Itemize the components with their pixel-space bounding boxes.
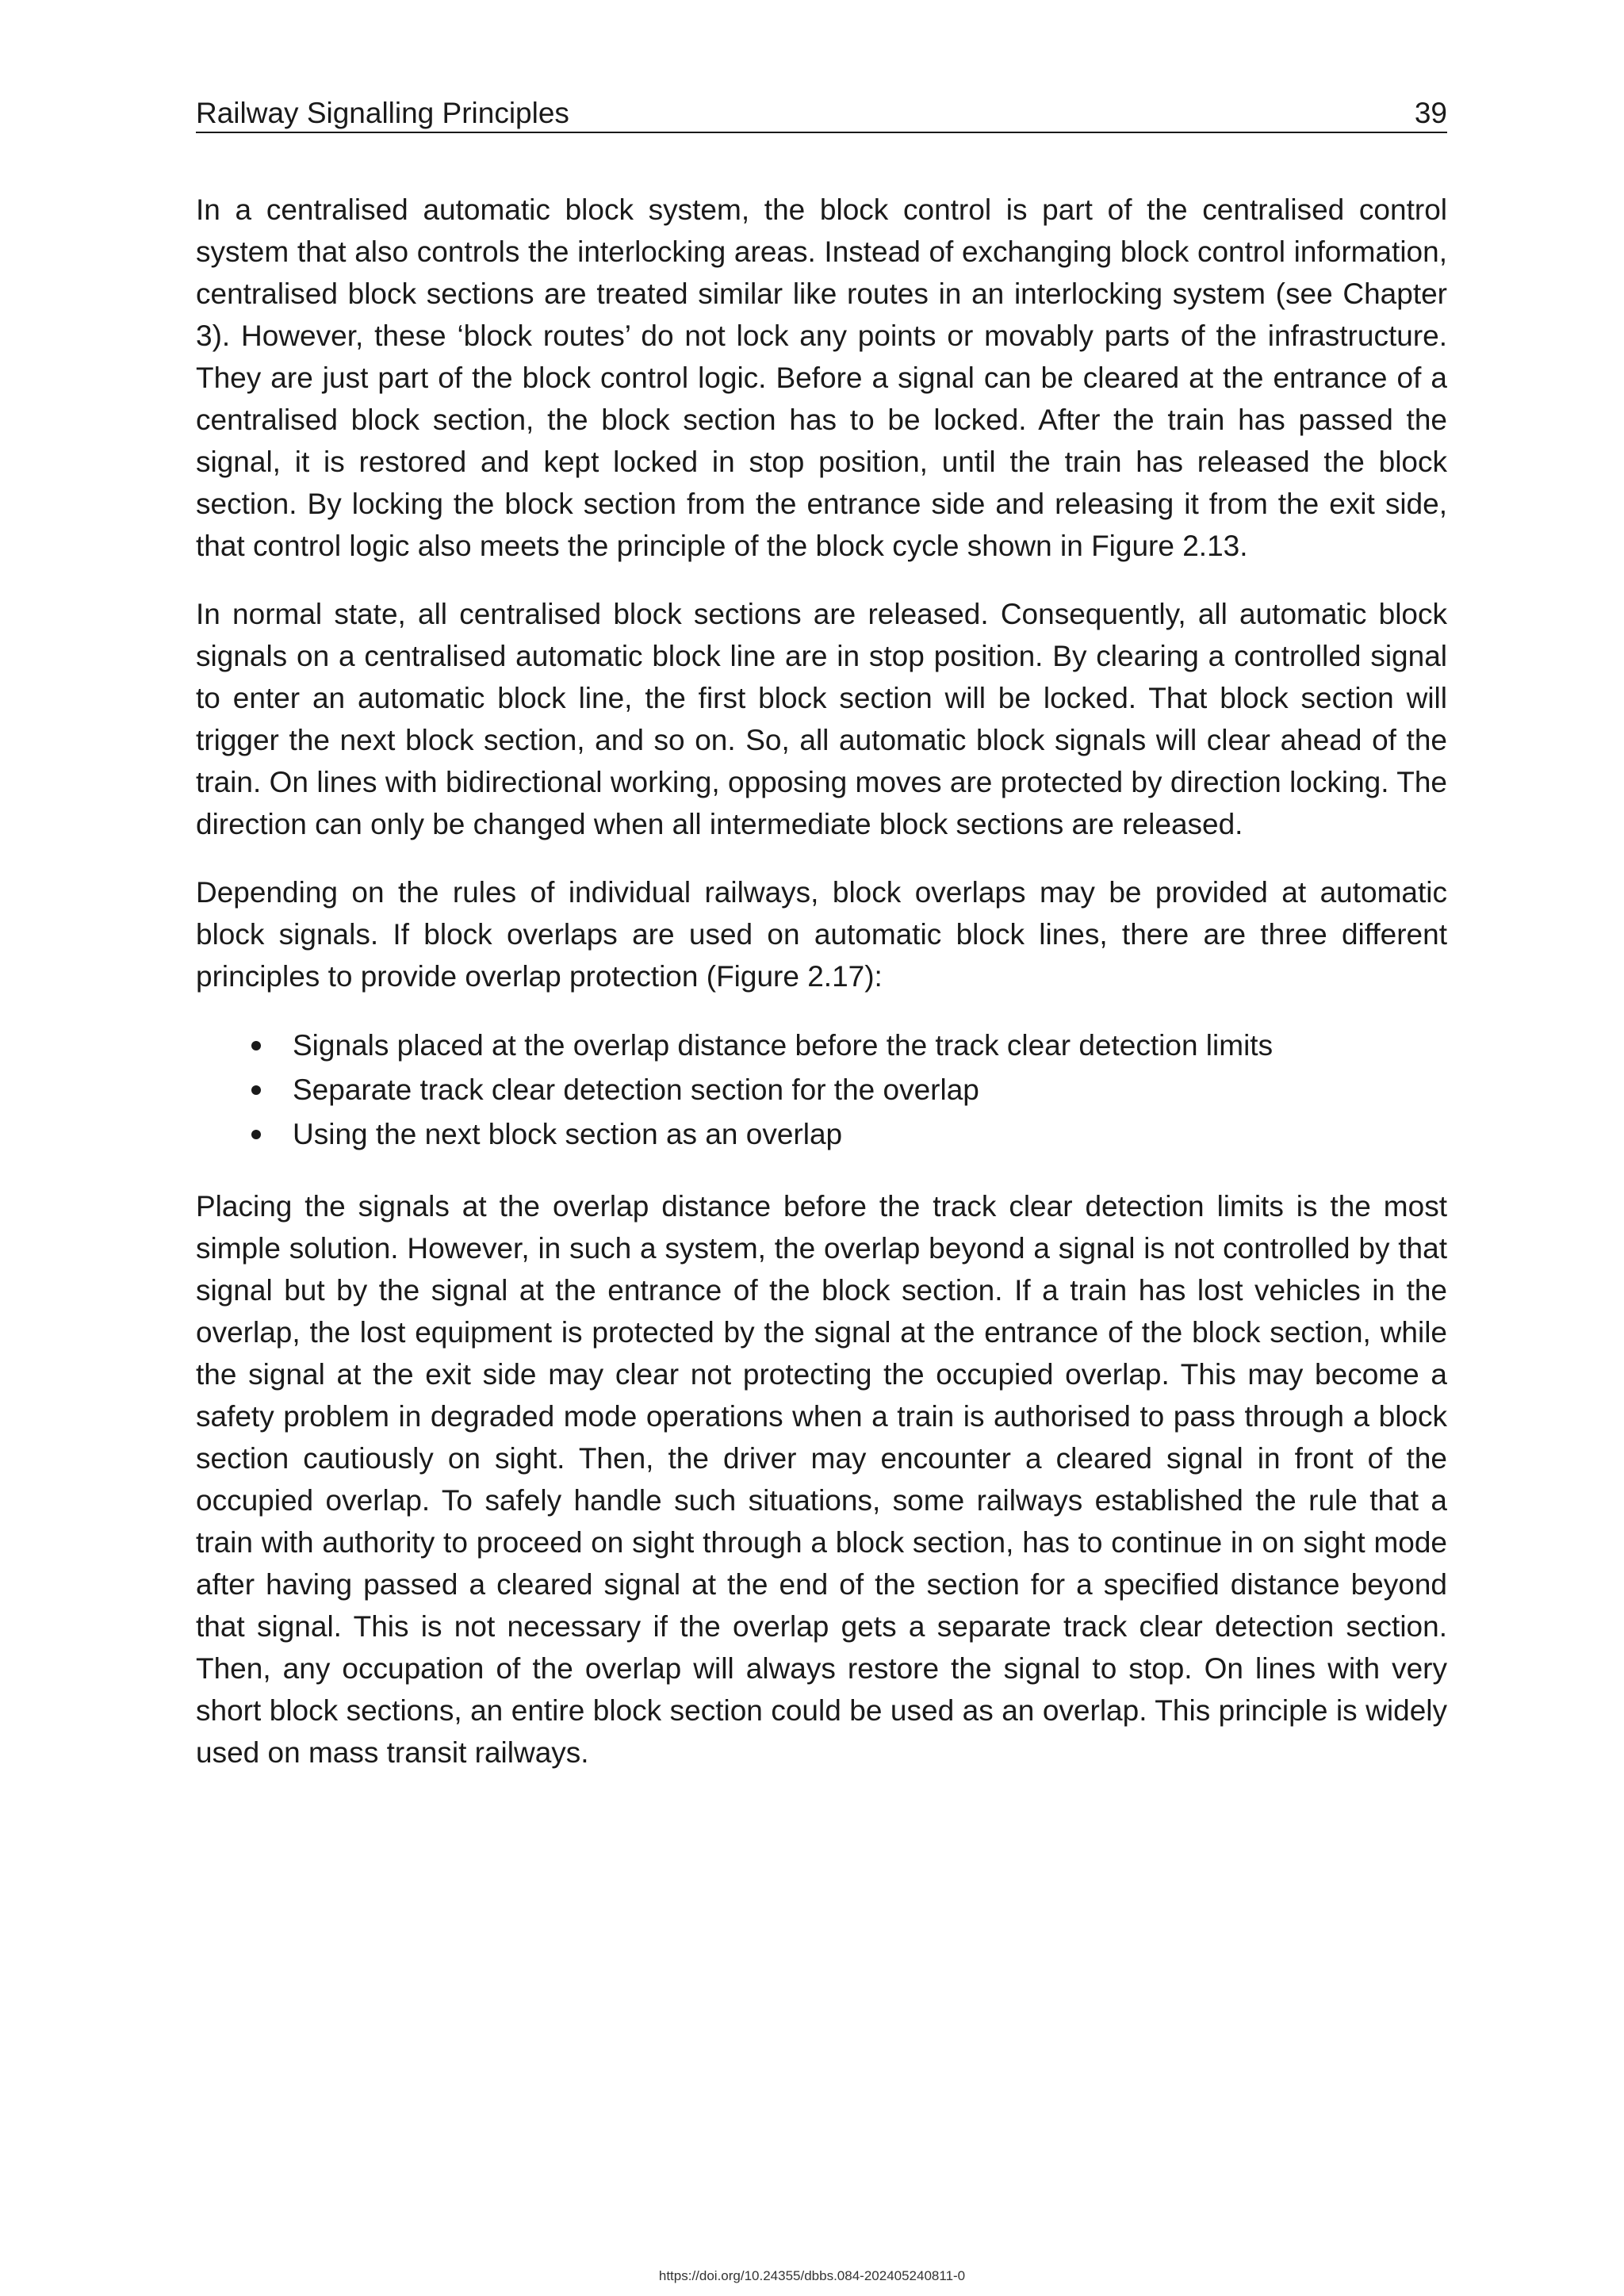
footer-doi: https://doi.org/10.24355/dbbs.084-202405240811-0 bbox=[658, 2268, 966, 2283]
list-item-text: Signals placed at the overlap distance before the track clear detection limits bbox=[293, 1029, 1274, 1062]
paragraph-block-overlaps: Depending on the rules of individual railways, block overlaps may be provided at automatic block signals. If block overlaps are used on automatic block lines, there are three different principles to provide overlap protection (Figure 2.17): bbox=[196, 876, 1447, 993]
list-item-text: Using the next block section as an overlap bbox=[293, 1118, 843, 1150]
list-item bbox=[293, 1068, 1447, 1112]
body-text bbox=[196, 189, 1447, 1800]
list-item bbox=[293, 1112, 1447, 1157]
list-item-text: Separate track clear detection section for the overlap bbox=[293, 1073, 979, 1106]
page-number: 39 bbox=[1414, 97, 1447, 129]
bullet-icon bbox=[251, 1085, 261, 1095]
paragraph-overlap-placement: Placing the signals at the overlap distance before the track clear detection limits is the most simple solution. However, in such a system, the overlap beyond a signal is not controlled by that signal but by the signal at the entrance of the block section. If a train has lost vehicles in the overlap, the lost equipment is protected by the signal at the entrance of the block section, while the signal at the exit side may clear not protecting the occupied overlap. This may become a safety problem in degraded mode operations when a train is authorised to pass through a block section cautiously on sight. Then, the driver may encounter a cleared signal in front of the occupied overlap. To safely handle such situations, some railways established the rule that a train with authority to proceed on sight through a block section, has to continue in on sight mode after having passed a cleared signal at the end of the section for a specified distance beyond that signal. This is not necessary if the overlap gets a separate track clear detection section. Then, any occupation of the overlap will always restore the signal to stop. On lines with very short block sections, an entire block section could be used as an overlap. This principle is widely used on mass transit railways. bbox=[196, 1190, 1447, 1769]
page-header bbox=[196, 94, 1447, 133]
running-title: Railway Signalling Principles bbox=[196, 97, 569, 129]
list-item bbox=[293, 1024, 1447, 1068]
overlap-principles-list bbox=[196, 1024, 1447, 1157]
bullet-icon bbox=[251, 1041, 261, 1050]
paragraph-normal-state: In normal state, all centralised block sections are released. Consequently, all automatic block signals on a centralised automatic block line are in stop position. By clearing a controlled signal to enter an automatic block line, the first block section will be locked. That block section will trigger the next block section, and so on. So, all automatic block signals will clear ahead of the train. On lines with bidirectional working, opposing moves are protected by direction locking. The direction can only be changed when all intermediate block sections are released. bbox=[196, 598, 1447, 840]
bullet-icon bbox=[251, 1130, 261, 1139]
paragraph-centralised-block: In a centralised automatic block system, the block control is part of the centralised control system that also controls the interlocking areas. Instead of exchanging block control information, centralised block sections are treated similar like routes in an interlocking system (see Chapter 3). However, these ‘block routes’ do not lock any points or movably parts of the infrastructure. They are just part of the block control logic. Before a signal can be cleared at the entrance of a centralised block section, the block section has to be locked. After the train has passed the signal, it is restored and kept locked in stop position, until the train has released the block section. By locking the block section from the entrance side and releasing it from the exit side, that control logic also meets the principle of the block cycle shown in Figure 2.13. bbox=[196, 193, 1447, 562]
